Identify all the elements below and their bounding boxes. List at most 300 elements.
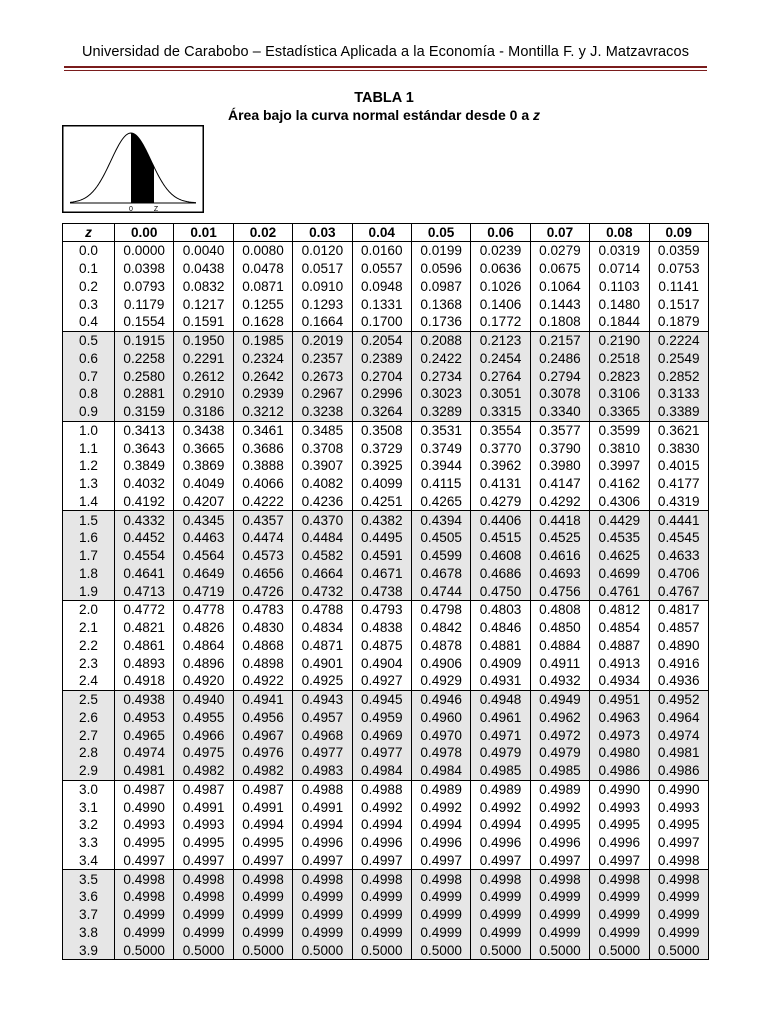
area-value-cell: 0.1255	[233, 295, 292, 313]
area-value-cell: 0.1406	[471, 295, 530, 313]
table-row	[63, 439, 709, 457]
area-value-cell: 0.4953	[115, 709, 174, 727]
area-value-cell: 0.3461	[233, 421, 292, 439]
area-value-cell: 0.4987	[115, 780, 174, 798]
area-value-cell: 0.4890	[649, 637, 708, 655]
area-value-cell: 0.4649	[174, 565, 233, 583]
area-value-cell: 0.4803	[471, 601, 530, 619]
area-value-cell: 0.4998	[352, 870, 411, 888]
area-value-cell: 0.4744	[411, 582, 470, 600]
area-value-cell: 0.4878	[411, 637, 470, 655]
area-value-cell: 0.1950	[174, 331, 233, 349]
area-value-cell: 0.4999	[471, 888, 530, 906]
area-value-cell: 0.2224	[649, 331, 708, 349]
area-value-cell: 0.0517	[293, 260, 352, 278]
table-row	[63, 709, 709, 727]
area-value-cell: 0.2088	[411, 331, 470, 349]
area-value-cell: 0.4973	[590, 726, 649, 744]
area-value-cell: 0.1808	[530, 313, 589, 331]
normal-curve-figure	[62, 125, 204, 213]
area-value-cell: 0.3413	[115, 421, 174, 439]
area-value-cell: 0.4678	[411, 565, 470, 583]
area-value-cell: 0.4995	[174, 834, 233, 852]
area-value-cell: 0.2852	[649, 367, 708, 385]
table-row	[63, 582, 709, 600]
area-value-cell: 0.3238	[293, 403, 352, 421]
area-value-cell: 0.4934	[590, 672, 649, 690]
area-value-cell: 0.2486	[530, 350, 589, 368]
area-value-cell: 0.2258	[115, 350, 174, 368]
z-value-cell: 0.6	[63, 350, 115, 368]
z-value-cell: 0.5	[63, 331, 115, 349]
area-value-cell: 0.4997	[174, 852, 233, 870]
area-value-cell: 0.4974	[115, 744, 174, 762]
area-value-cell: 0.3665	[174, 439, 233, 457]
z-value-cell: 1.8	[63, 565, 115, 583]
area-value-cell: 0.4279	[471, 493, 530, 511]
area-value-cell: 0.4706	[649, 565, 708, 583]
area-value-cell: 0.4999	[233, 906, 292, 924]
z-value-cell: 2.4	[63, 672, 115, 690]
area-value-cell: 0.4554	[115, 547, 174, 565]
column-header: 0.08	[590, 224, 649, 242]
area-value-cell: 0.4979	[530, 744, 589, 762]
area-value-cell: 0.4996	[411, 834, 470, 852]
column-header: 0.04	[352, 224, 411, 242]
area-value-cell: 0.4999	[352, 924, 411, 942]
area-value-cell: 0.0871	[233, 278, 292, 296]
area-value-cell: 0.1915	[115, 331, 174, 349]
area-value-cell: 0.4943	[293, 690, 352, 708]
area-value-cell: 0.5000	[174, 941, 233, 959]
area-value-cell: 0.4838	[352, 619, 411, 637]
table-row	[63, 924, 709, 942]
area-value-cell: 0.4049	[174, 475, 233, 493]
z-value-cell: 0.1	[63, 260, 115, 278]
area-value-cell: 0.4884	[530, 637, 589, 655]
area-value-cell: 0.4982	[233, 762, 292, 780]
area-value-cell: 0.4382	[352, 511, 411, 529]
table-row	[63, 242, 709, 260]
area-value-cell: 0.2291	[174, 350, 233, 368]
area-value-cell: 0.4996	[530, 834, 589, 852]
z-value-cell: 2.0	[63, 601, 115, 619]
area-value-cell: 0.3531	[411, 421, 470, 439]
area-value-cell: 0.2422	[411, 350, 470, 368]
table-row	[63, 457, 709, 475]
area-value-cell: 0.3770	[471, 439, 530, 457]
area-value-cell: 0.1517	[649, 295, 708, 313]
area-value-cell: 0.3980	[530, 457, 589, 475]
area-value-cell: 0.4976	[233, 744, 292, 762]
z-value-cell: 2.1	[63, 619, 115, 637]
area-value-cell: 0.3962	[471, 457, 530, 475]
area-value-cell: 0.4989	[471, 780, 530, 798]
table-row	[63, 278, 709, 296]
area-value-cell: 0.4929	[411, 672, 470, 690]
area-value-cell: 0.4846	[471, 619, 530, 637]
area-value-cell: 0.4977	[293, 744, 352, 762]
area-value-cell: 0.4608	[471, 547, 530, 565]
area-value-cell: 0.1772	[471, 313, 530, 331]
area-value-cell: 0.4952	[649, 690, 708, 708]
area-value-cell: 0.4999	[649, 888, 708, 906]
area-value-cell: 0.0239	[471, 242, 530, 260]
area-value-cell: 0.3508	[352, 421, 411, 439]
column-header: 0.00	[115, 224, 174, 242]
area-value-cell: 0.4999	[293, 888, 352, 906]
area-value-cell: 0.4997	[530, 852, 589, 870]
area-value-cell: 0.4999	[352, 906, 411, 924]
area-value-cell: 0.1217	[174, 295, 233, 313]
area-value-cell: 0.5000	[590, 941, 649, 959]
table-subtitle-text: Área bajo la curva normal estándar desde 0 a	[227, 107, 534, 123]
area-value-cell: 0.3810	[590, 439, 649, 457]
area-value-cell: 0.4887	[590, 637, 649, 655]
area-value-cell: 0.4965	[115, 726, 174, 744]
table-header-row	[63, 224, 709, 242]
z-value-cell: 1.2	[63, 457, 115, 475]
area-value-cell: 0.2704	[352, 367, 411, 385]
area-value-cell: 0.4993	[115, 816, 174, 834]
area-value-cell: 0.4991	[293, 798, 352, 816]
area-value-cell: 0.4798	[411, 601, 470, 619]
area-value-cell: 0.2389	[352, 350, 411, 368]
area-value-cell: 0.5000	[352, 941, 411, 959]
area-value-cell: 0.4875	[352, 637, 411, 655]
z-value-cell: 3.7	[63, 906, 115, 924]
z-value-cell: 1.1	[63, 439, 115, 457]
area-value-cell: 0.4015	[649, 457, 708, 475]
z-table	[62, 223, 709, 960]
area-value-cell: 0.1664	[293, 313, 352, 331]
area-value-cell: 0.4192	[115, 493, 174, 511]
area-value-cell: 0.0753	[649, 260, 708, 278]
area-value-cell: 0.4998	[590, 870, 649, 888]
area-value-cell: 0.1844	[590, 313, 649, 331]
area-value-cell: 0.4987	[174, 780, 233, 798]
area-value-cell: 0.5000	[233, 941, 292, 959]
table-row	[63, 941, 709, 959]
area-value-cell: 0.4994	[233, 816, 292, 834]
table-row	[63, 331, 709, 349]
header-rule-thin	[64, 70, 707, 71]
area-value-cell: 0.4545	[649, 529, 708, 547]
area-value-cell: 0.5000	[293, 941, 352, 959]
area-value-cell: 0.4936	[649, 672, 708, 690]
table-row	[63, 313, 709, 331]
area-value-cell: 0.4957	[293, 709, 352, 727]
table-row	[63, 762, 709, 780]
z-value-cell: 0.2	[63, 278, 115, 296]
area-value-cell: 0.4998	[174, 888, 233, 906]
column-header: 0.02	[233, 224, 292, 242]
area-value-cell: 0.4987	[233, 780, 292, 798]
area-value-cell: 0.3944	[411, 457, 470, 475]
area-value-cell: 0.4999	[590, 924, 649, 942]
table-row	[63, 385, 709, 403]
area-value-cell: 0.4131	[471, 475, 530, 493]
z-value-cell: 2.9	[63, 762, 115, 780]
area-value-cell: 0.3389	[649, 403, 708, 421]
table-row	[63, 529, 709, 547]
area-value-cell: 0.4925	[293, 672, 352, 690]
table-row	[63, 654, 709, 672]
area-value-cell: 0.4999	[530, 924, 589, 942]
header-rule-thick	[64, 66, 707, 68]
area-value-cell: 0.2123	[471, 331, 530, 349]
area-value-cell: 0.3830	[649, 439, 708, 457]
area-value-cell: 0.4783	[233, 601, 292, 619]
area-value-cell: 0.2157	[530, 331, 589, 349]
area-value-cell: 0.4633	[649, 547, 708, 565]
table-row	[63, 350, 709, 368]
area-value-cell: 0.4992	[411, 798, 470, 816]
area-value-cell: 0.4998	[174, 870, 233, 888]
area-value-cell: 0.4901	[293, 654, 352, 672]
area-value-cell: 0.4999	[411, 888, 470, 906]
area-value-cell: 0.4306	[590, 493, 649, 511]
area-value-cell: 0.1480	[590, 295, 649, 313]
area-value-cell: 0.4535	[590, 529, 649, 547]
table-row	[63, 601, 709, 619]
area-value-cell: 0.4998	[411, 870, 470, 888]
area-value-cell: 0.0636	[471, 260, 530, 278]
area-value-cell: 0.2190	[590, 331, 649, 349]
area-value-cell: 0.4177	[649, 475, 708, 493]
table-row	[63, 295, 709, 313]
z-value-cell: 0.3	[63, 295, 115, 313]
area-value-cell: 0.4984	[411, 762, 470, 780]
area-value-cell: 0.3888	[233, 457, 292, 475]
area-value-cell: 0.4964	[649, 709, 708, 727]
area-value-cell: 0.3869	[174, 457, 233, 475]
area-value-cell: 0.4978	[411, 744, 470, 762]
area-value-cell: 0.4997	[233, 852, 292, 870]
area-value-cell: 0.4951	[590, 690, 649, 708]
area-value-cell: 0.4995	[233, 834, 292, 852]
area-value-cell: 0.4292	[530, 493, 589, 511]
area-value-cell: 0.4996	[352, 834, 411, 852]
area-value-cell: 0.3438	[174, 421, 233, 439]
z-value-cell: 3.5	[63, 870, 115, 888]
area-value-cell: 0.4861	[115, 637, 174, 655]
area-value-cell: 0.4564	[174, 547, 233, 565]
area-value-cell: 0.3051	[471, 385, 530, 403]
z-value-cell: 1.9	[63, 582, 115, 600]
area-value-cell: 0.4983	[293, 762, 352, 780]
area-value-cell: 0.0596	[411, 260, 470, 278]
z-value-cell: 1.4	[63, 493, 115, 511]
area-value-cell: 0.4713	[115, 582, 174, 600]
area-value-cell: 0.4993	[649, 798, 708, 816]
area-value-cell: 0.4582	[293, 547, 352, 565]
area-value-cell: 0.4812	[590, 601, 649, 619]
area-value-cell: 0.4871	[293, 637, 352, 655]
area-value-cell: 0.4916	[649, 654, 708, 672]
area-value-cell: 0.4979	[471, 744, 530, 762]
area-value-cell: 0.4999	[352, 888, 411, 906]
table-subtitle	[0, 106, 768, 124]
area-value-cell: 0.0832	[174, 278, 233, 296]
area-value-cell: 0.4830	[233, 619, 292, 637]
area-value-cell: 0.4115	[411, 475, 470, 493]
area-value-cell: 0.4699	[590, 565, 649, 583]
area-value-cell: 0.0398	[115, 260, 174, 278]
area-value-cell: 0.4931	[471, 672, 530, 690]
area-value-cell: 0.4656	[233, 565, 292, 583]
area-value-cell: 0.4788	[293, 601, 352, 619]
area-value-cell: 0.3186	[174, 403, 233, 421]
area-value-cell: 0.4463	[174, 529, 233, 547]
area-value-cell: 0.4616	[530, 547, 589, 565]
table-row	[63, 852, 709, 870]
area-value-cell: 0.4999	[115, 906, 174, 924]
area-value-cell: 0.5000	[471, 941, 530, 959]
area-value-cell: 0.2996	[352, 385, 411, 403]
area-value-cell: 0.3365	[590, 403, 649, 421]
area-value-cell: 0.4999	[590, 888, 649, 906]
area-value-cell: 0.3708	[293, 439, 352, 457]
area-value-cell: 0.4993	[174, 816, 233, 834]
area-value-cell: 0.4999	[530, 906, 589, 924]
area-value-cell: 0.1985	[233, 331, 292, 349]
area-value-cell: 0.2642	[233, 367, 292, 385]
area-value-cell: 0.3485	[293, 421, 352, 439]
area-value-cell: 0.4986	[590, 762, 649, 780]
z-value-cell: 0.0	[63, 242, 115, 260]
area-value-cell: 0.4999	[471, 906, 530, 924]
z-value-cell: 3.4	[63, 852, 115, 870]
table-row	[63, 672, 709, 690]
area-value-cell: 0.4999	[174, 924, 233, 942]
area-value-cell: 0.3078	[530, 385, 589, 403]
area-value-cell: 0.4998	[649, 852, 708, 870]
table-row	[63, 547, 709, 565]
area-value-cell: 0.4970	[411, 726, 470, 744]
area-value-cell: 0.4938	[115, 690, 174, 708]
area-value-cell: 0.4998	[649, 870, 708, 888]
area-value-cell: 0.3577	[530, 421, 589, 439]
area-value-cell: 0.4998	[115, 870, 174, 888]
area-value-cell: 0.4999	[411, 924, 470, 942]
area-value-cell: 0.5000	[530, 941, 589, 959]
area-value-cell: 0.4778	[174, 601, 233, 619]
figure-label-z: Z	[153, 206, 159, 213]
area-value-cell: 0.1554	[115, 313, 174, 331]
area-value-cell: 0.4406	[471, 511, 530, 529]
area-value-cell: 0.4997	[293, 852, 352, 870]
area-value-cell: 0.4922	[233, 672, 292, 690]
area-value-cell: 0.4394	[411, 511, 470, 529]
area-value-cell: 0.4996	[471, 834, 530, 852]
area-value-cell: 0.4918	[115, 672, 174, 690]
z-value-cell: 3.9	[63, 941, 115, 959]
area-value-cell: 0.0948	[352, 278, 411, 296]
area-value-cell: 0.4834	[293, 619, 352, 637]
area-value-cell: 0.4904	[352, 654, 411, 672]
area-value-cell: 0.4994	[352, 816, 411, 834]
area-value-cell: 0.3159	[115, 403, 174, 421]
table-row	[63, 367, 709, 385]
area-value-cell: 0.4854	[590, 619, 649, 637]
area-value-cell: 0.4988	[352, 780, 411, 798]
area-value-cell: 0.4732	[293, 582, 352, 600]
area-value-cell: 0.4864	[174, 637, 233, 655]
area-value-cell: 0.1879	[649, 313, 708, 331]
area-value-cell: 0.4345	[174, 511, 233, 529]
area-value-cell: 0.4772	[115, 601, 174, 619]
area-value-cell: 0.4996	[293, 834, 352, 852]
area-value-cell: 0.4994	[293, 816, 352, 834]
area-value-cell: 0.2881	[115, 385, 174, 403]
table-row	[63, 726, 709, 744]
z-value-cell: 1.7	[63, 547, 115, 565]
area-value-cell: 0.4998	[530, 870, 589, 888]
area-value-cell: 0.3907	[293, 457, 352, 475]
area-value-cell: 0.0793	[115, 278, 174, 296]
area-value-cell: 0.4999	[471, 924, 530, 942]
area-value-cell: 0.4962	[530, 709, 589, 727]
area-value-cell: 0.4999	[293, 924, 352, 942]
column-header-z: z	[63, 224, 115, 242]
area-value-cell: 0.1368	[411, 295, 470, 313]
area-value-cell: 0.4767	[649, 582, 708, 600]
z-value-cell: 2.7	[63, 726, 115, 744]
area-value-cell: 0.2324	[233, 350, 292, 368]
area-value-cell: 0.4505	[411, 529, 470, 547]
area-value-cell: 0.4857	[649, 619, 708, 637]
area-value-cell: 0.4032	[115, 475, 174, 493]
area-value-cell: 0.4968	[293, 726, 352, 744]
z-value-cell: 3.1	[63, 798, 115, 816]
area-value-cell: 0.4967	[233, 726, 292, 744]
area-value-cell: 0.5000	[115, 941, 174, 959]
area-value-cell: 0.0675	[530, 260, 589, 278]
area-value-cell: 0.4251	[352, 493, 411, 511]
area-value-cell: 0.4441	[649, 511, 708, 529]
area-value-cell: 0.4986	[649, 762, 708, 780]
area-value-cell: 0.3599	[590, 421, 649, 439]
table-row	[63, 906, 709, 924]
area-value-cell: 0.4911	[530, 654, 589, 672]
area-value-cell: 0.4998	[293, 870, 352, 888]
area-value-cell: 0.3925	[352, 457, 411, 475]
area-value-cell: 0.4991	[233, 798, 292, 816]
area-value-cell: 0.4999	[293, 906, 352, 924]
z-value-cell: 3.2	[63, 816, 115, 834]
area-value-cell: 0.4909	[471, 654, 530, 672]
area-value-cell: 0.4898	[233, 654, 292, 672]
area-value-cell: 0.4761	[590, 582, 649, 600]
area-value-cell: 0.4999	[233, 924, 292, 942]
area-value-cell: 0.0000	[115, 242, 174, 260]
area-value-cell: 0.3790	[530, 439, 589, 457]
z-value-cell: 2.6	[63, 709, 115, 727]
area-value-cell: 0.4591	[352, 547, 411, 565]
area-value-cell: 0.4868	[233, 637, 292, 655]
area-value-cell: 0.4956	[233, 709, 292, 727]
area-value-cell: 0.4989	[530, 780, 589, 798]
area-value-cell: 0.4999	[590, 906, 649, 924]
area-value-cell: 0.4920	[174, 672, 233, 690]
area-value-cell: 0.4222	[233, 493, 292, 511]
area-value-cell: 0.4995	[115, 834, 174, 852]
area-value-cell: 0.4971	[471, 726, 530, 744]
area-value-cell: 0.4808	[530, 601, 589, 619]
area-value-cell: 0.1331	[352, 295, 411, 313]
area-value-cell: 0.4993	[590, 798, 649, 816]
